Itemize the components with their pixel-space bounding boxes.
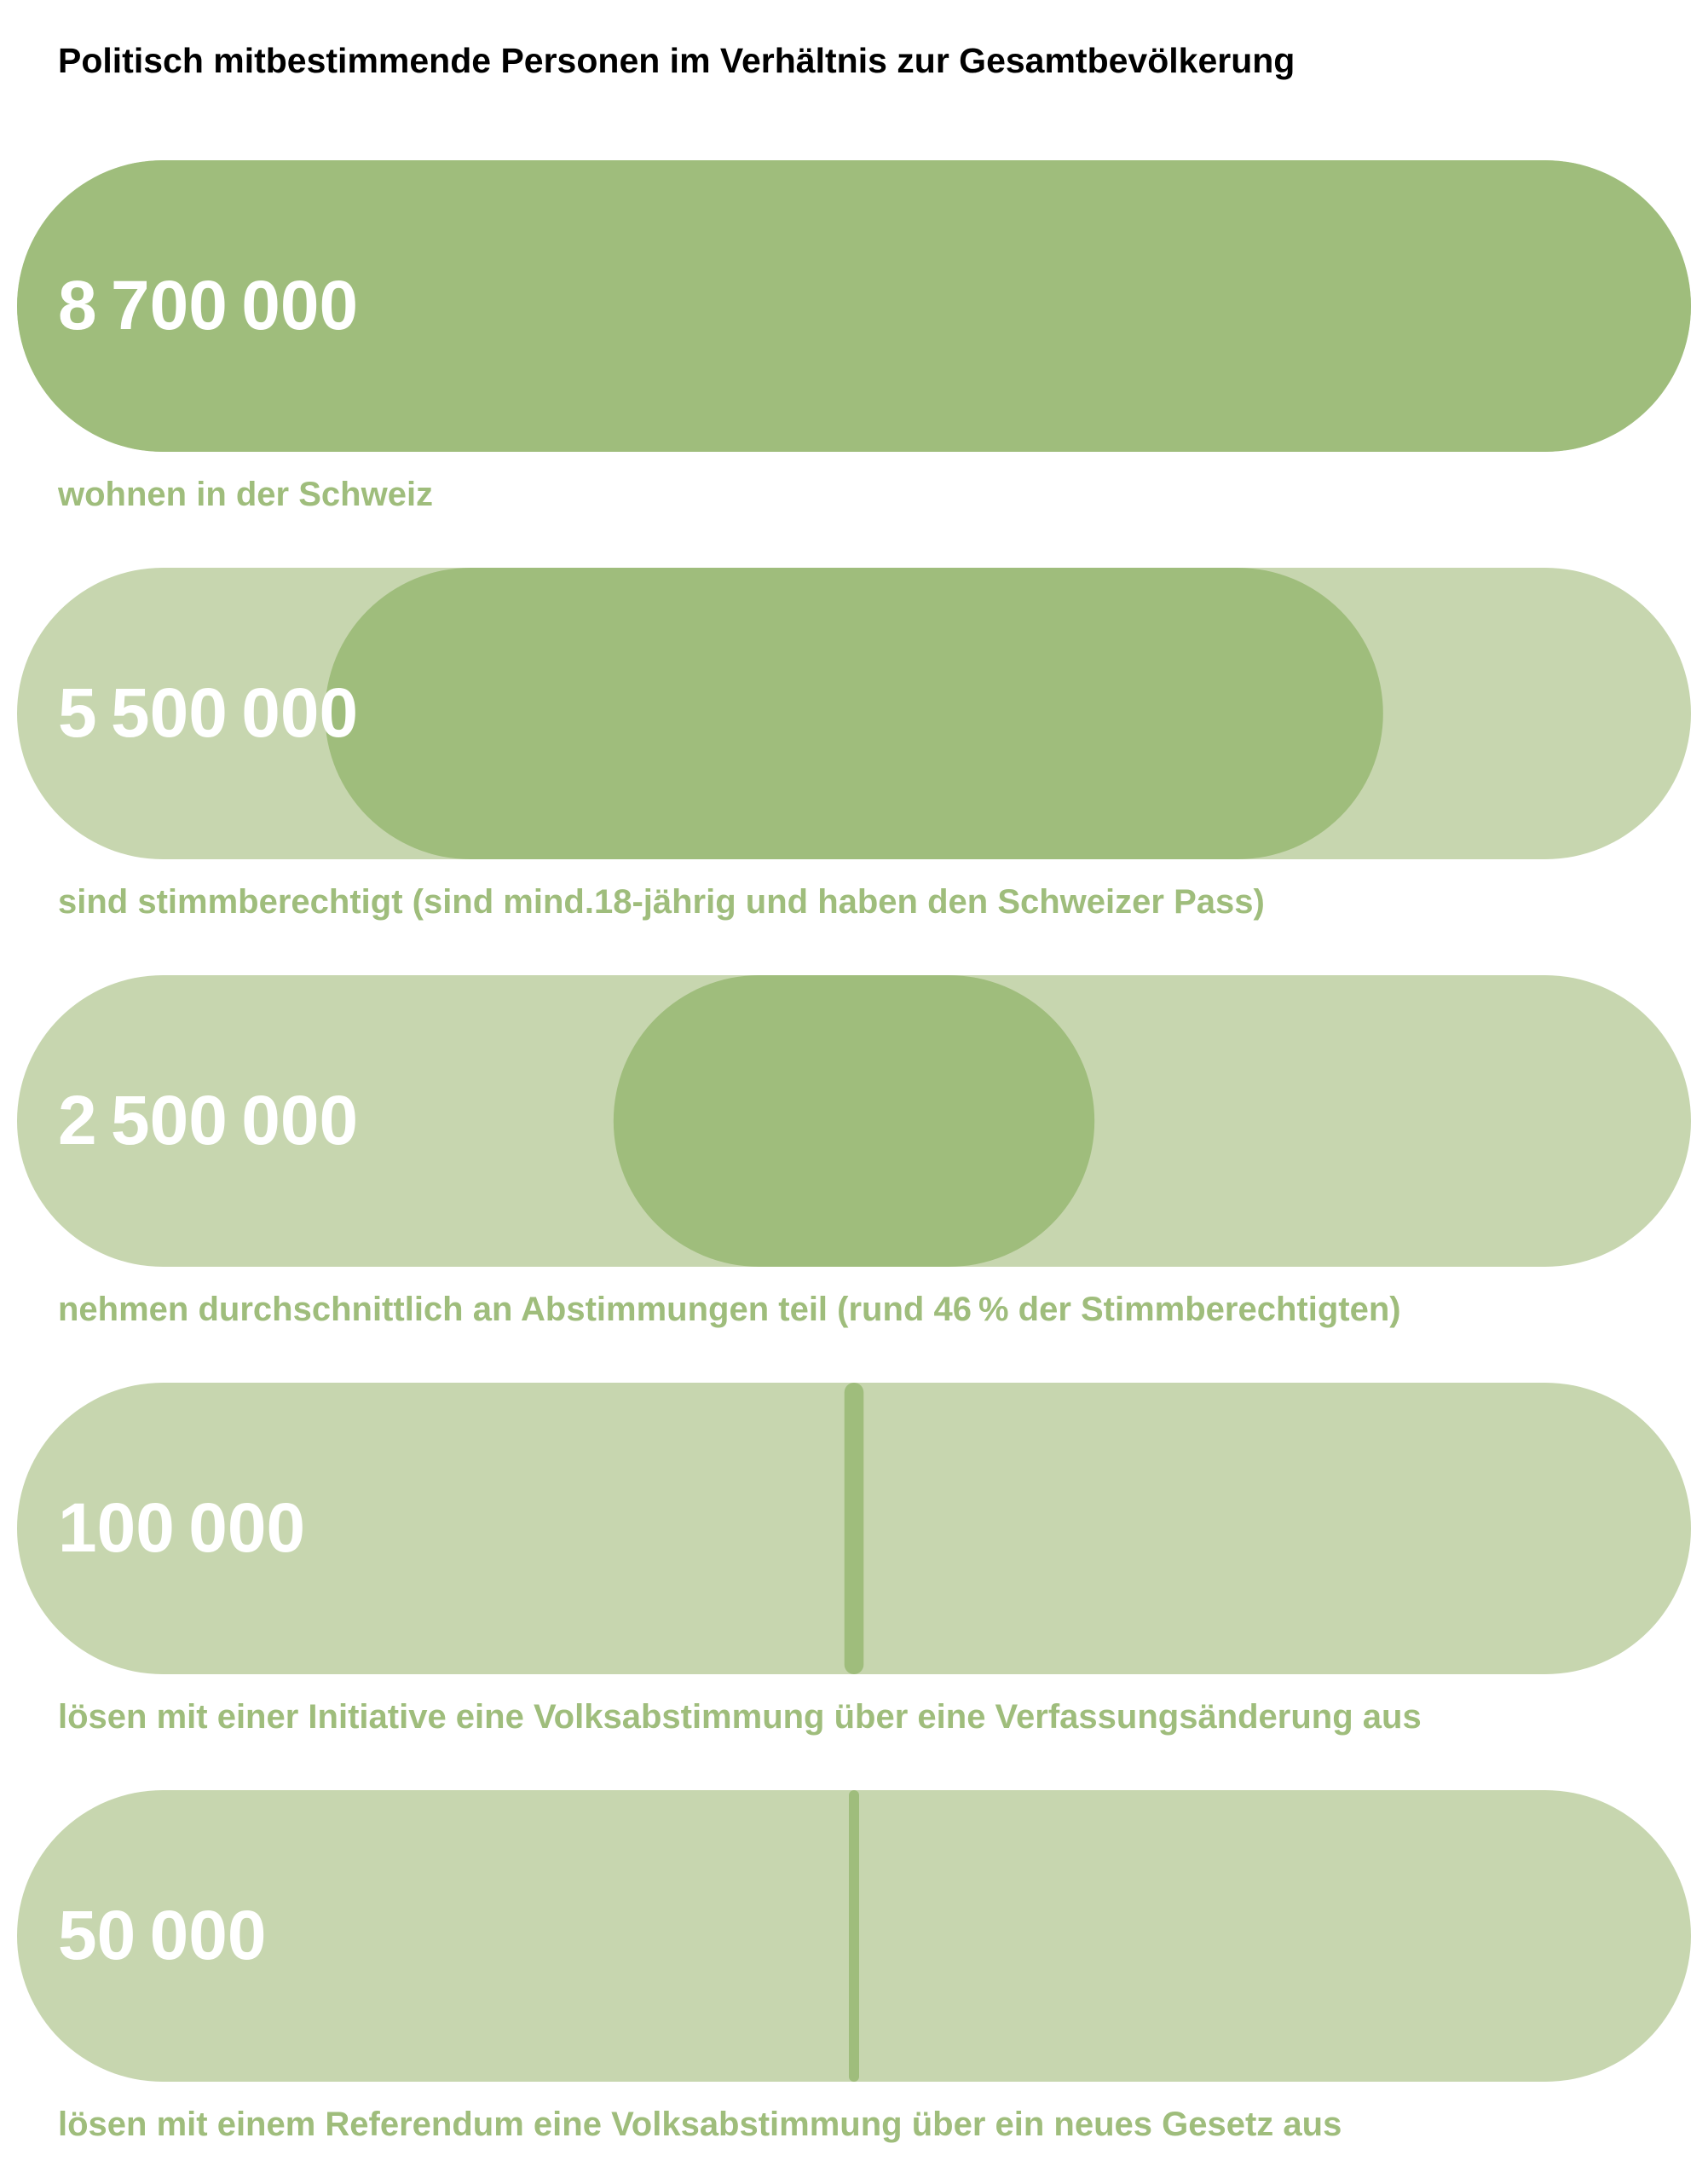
row-caption: lösen mit einem Referendum eine Volksabstimmung über ein neues Gesetz aus	[58, 2106, 1342, 2143]
row-caption: sind stimmberechtigt (sind mind.18-jährig und haben den Schweizer Pass)	[58, 883, 1265, 921]
value-label: 2 500 000	[58, 1082, 359, 1159]
value-bar	[849, 1790, 859, 2082]
row-caption: nehmen durchschnittlich an Abstimmungen teil (rund 46 % der Stimmberechtigten)	[58, 1291, 1401, 1328]
row-caption: wohnen in der Schweiz	[58, 476, 434, 513]
row-caption: lösen mit einer Initiative eine Volksabstimmung über eine Verfassungsänderung aus	[58, 1698, 1422, 1736]
chart-title: Politisch mitbestimmende Personen im Verhältnis zur Gesamtbevölkerung	[58, 41, 1295, 80]
value-bar	[325, 568, 1383, 859]
value-bar	[845, 1383, 864, 1674]
value-label: 50 000	[58, 1897, 267, 1974]
value-label: 5 500 000	[58, 674, 359, 752]
chart-row	[0, 975, 1708, 1350]
value-bar	[614, 975, 1094, 1267]
chart-row	[0, 1790, 1708, 2165]
chart-row	[0, 160, 1708, 535]
value-label: 100 000	[58, 1489, 306, 1567]
chart-row	[0, 568, 1708, 943]
value-label: 8 700 000	[58, 267, 359, 344]
chart-row	[0, 1383, 1708, 1758]
